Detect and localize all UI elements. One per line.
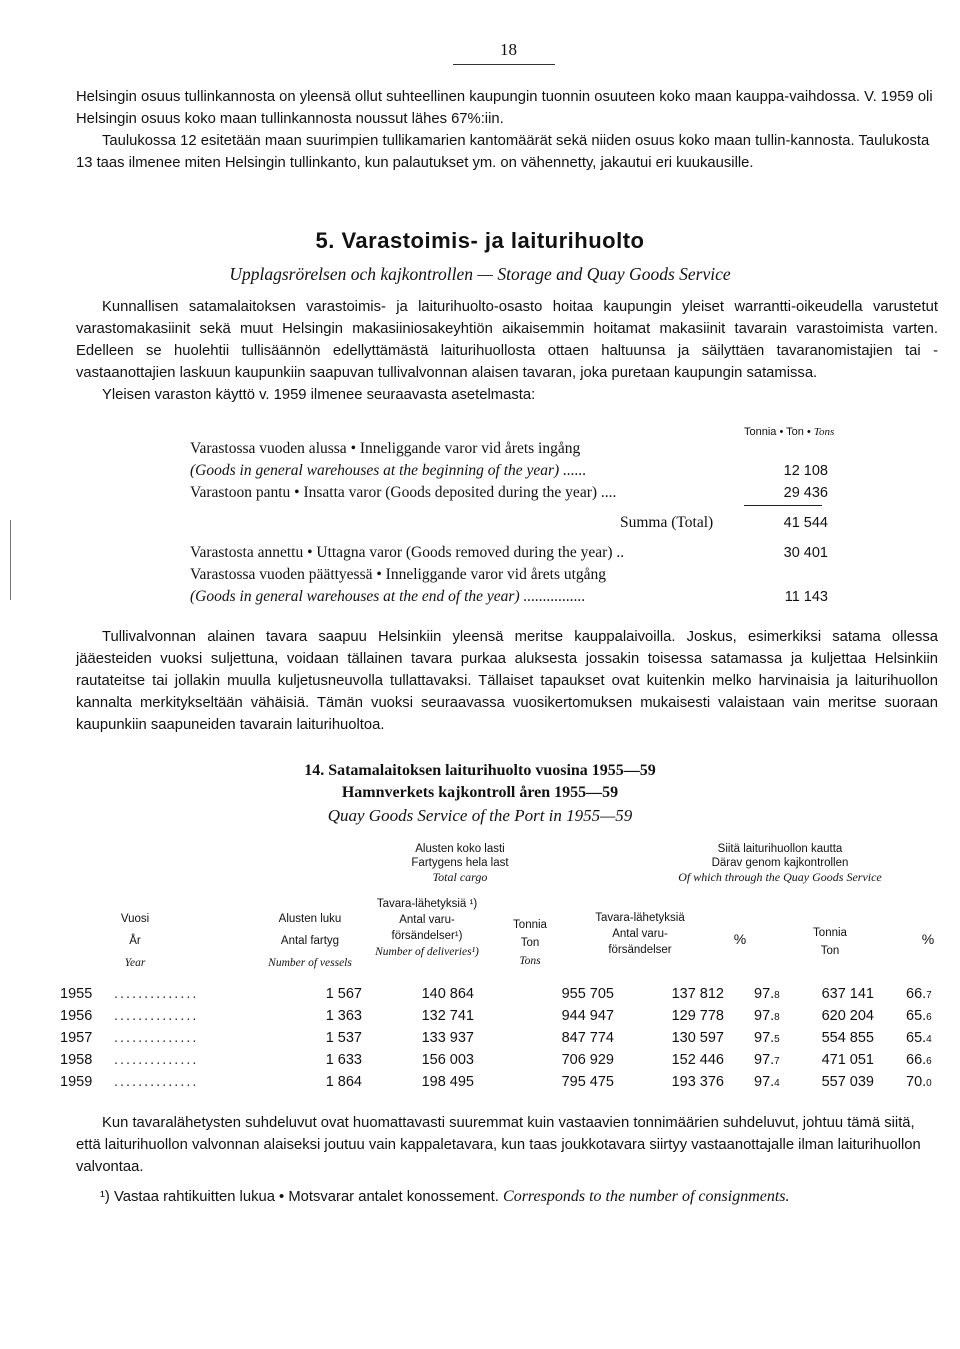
header-deliveries (372, 896, 482, 960)
header-line: Tons (519, 955, 541, 967)
section-title: 5. Varastoimis- ja laiturihuolto (315, 228, 645, 253)
percent-int: 97. (754, 986, 775, 1002)
leader-dots: .............. (114, 1052, 199, 1068)
header-line: Ton (820, 945, 840, 957)
statement-value: 30 401 (783, 545, 828, 561)
statement-row (190, 482, 830, 511)
leader-dots: .............. (114, 986, 199, 1002)
leader-dots: .............. (114, 1008, 199, 1024)
header-line: Total cargo (432, 870, 488, 884)
paragraph-customs-goods: Tullivalvonnan alainen tavara saapuu Helsinkiin yleensä meritse kauppalaivoilla. Joskus, esimerkiksi satama ollessa jääesteiden vuoksi suljettuna, voidaan tällainen tavara purkaa aluksesta jossakin toisessa satamassa ja kuljettaa Helsinkiin rautateitse tai jollakin muulla kuljetusneuvolla tullattavaksi. Tällaiset tapaukset ovat kuitenkin melko harvinaisia ja laiturihuollon kannalta merkitykseltään vähäisiä. Tämän vuoksi seuraavassa vuosikertomuksen mukaisesti valaistaan vain meritse suoraan kaupunkiin saapuneiden tavarain laiturihuoltoa. (76, 629, 938, 733)
cell-year: 1959 (60, 1074, 93, 1090)
header-line: Fartygens hela last (411, 857, 509, 869)
cell-tons-quay: 557 039 (821, 1074, 874, 1090)
footnote (100, 1188, 940, 1206)
cell-tons-quay: 471 051 (821, 1052, 874, 1068)
cell-percent-quay (906, 986, 932, 1002)
cell-deliveries: 132 741 (421, 1008, 474, 1024)
section-body (76, 296, 938, 406)
cell-percent (754, 1074, 780, 1090)
cell-percent (754, 1030, 780, 1046)
sum-rule (744, 505, 822, 506)
header-group-quay-service (610, 842, 950, 884)
leader-dots: .............. (114, 1030, 199, 1046)
footnote-text-en: Corresponds to the number of consignments. (503, 1188, 790, 1205)
cell-vessels: 1 864 (325, 1074, 362, 1090)
header-line: Siitä laiturihuollon kautta (717, 843, 843, 855)
statement-label: Varastossa vuoden alussa • Inneliggande varor vid årets ingång (190, 440, 581, 457)
cell-vessels: 1 363 (325, 1008, 362, 1024)
statement-label: Varastossa vuoden päättyessä • Inneliggande varor vid årets utgång (190, 566, 607, 583)
header-line: Tavara-lähetyksiä (595, 912, 685, 924)
leader-dots: .............. (114, 1074, 199, 1090)
header-line: Number of vessels (268, 957, 352, 969)
header-line: Number of deliveries¹) (375, 946, 479, 958)
cell-year: 1958 (60, 1052, 93, 1068)
section-subtitle: Upplagsrörelsen och kajkontrollen — Storage and Quay Goods Service (229, 264, 731, 284)
header-line: Därav genom kajkontrollen (711, 857, 849, 869)
percent-dec: 8 (774, 990, 780, 1001)
table-row (60, 1030, 940, 1052)
header-line: Year (124, 957, 146, 969)
cell-percent-quay (906, 1074, 932, 1090)
table-row (60, 986, 940, 1008)
header-line: Vuosi (120, 913, 150, 925)
cell-percent (754, 1052, 780, 1068)
page-number: 18 (500, 40, 517, 59)
table-number: 14. (304, 762, 325, 779)
header-year (100, 908, 170, 974)
cell-vessels: 1 567 (325, 986, 362, 1002)
cell-year: 1956 (60, 1008, 93, 1024)
intro-paragraph-1: Helsingin osuus tullinkannosta on yleensä ollut suhteellinen kaupungin tuonnin osuuteen koko maan kauppa-vaihdossa. V. 1959 oli Helsingin osuus koko maan tullinkannosta noussut lähes 67%:iin. (76, 89, 933, 127)
table-title-en: Quay Goods Service of the Port in 1955—59 (327, 806, 633, 825)
cell-tons-quay: 620 204 (821, 1008, 874, 1024)
percent-dec: 6 (926, 1012, 932, 1023)
percent-dec: 7 (774, 1056, 780, 1067)
cell-deliveries: 156 003 (421, 1052, 474, 1068)
cell-percent-quay (906, 1030, 932, 1046)
units-label-en: Tons (813, 426, 835, 438)
statement-label: (Goods in general warehouses at the end of the year) ................ (190, 588, 586, 605)
table-title-fi-text: Satamalaitoksen laiturihuolto vuosina 1955—59 (328, 762, 656, 779)
statement-units (744, 426, 834, 438)
percent-dec: 6 (926, 1056, 932, 1067)
cell-tons: 795 475 (561, 1074, 614, 1090)
statement-label: (Goods in general warehouses at the beginning of the year) ...... (190, 462, 587, 479)
cell-deliveries-quay: 129 778 (671, 1008, 724, 1024)
header-tons (490, 916, 570, 970)
cell-year: 1955 (60, 986, 93, 1002)
body-paragraph-1: Kunnallisen satamalaitoksen varastoimis- ja laiturihuolto-osasto hoitaa kaupungin yleiset warrantti-oikeudella varustetut varastomakasiinit sekä muut Helsingin makasiiniosakeyhtiön aikaisemmin hoitamat makasiinit tavarain varastoimista varten. Edelleen se huolehtii tullisäännön edellyttämästä laiturihuollosta ottaen haltuunsa ja säilyttäen tavaranomistajien tai -vastaanottajien laskuun kaupunkiin saapuvan tullivalvonnan alaisen tavaran, joka puretaan kaupungin satamissa. (76, 299, 938, 381)
percent-int: 97. (754, 1074, 775, 1090)
header-percent: % (733, 931, 747, 947)
cell-percent (754, 986, 780, 1002)
header-line: Tavara-lähetyksiä ¹) (376, 898, 478, 910)
header-rule (453, 64, 555, 65)
paragraph-conclusion: Kun tavaralähetysten suhdeluvut ovat huomattavasti suuremmat kuin vastaavien tonnimäärien suhdeluvut, johtuu tämä siitä, että laiturihuollon valvonnan alaiseksi joutuu vain kappaletavara, kun taas joukkotavara siirtyy vastaanottajalle ilman laiturihuollon valvontaa. (76, 1115, 921, 1175)
statement-label: Varastoon pantu • Insatta varor (Goods deposited during the year) .... (190, 484, 617, 501)
header-line: Alusten koko lasti (415, 843, 505, 855)
header-line: Antal varu-försändelser (608, 928, 672, 956)
cell-year: 1957 (60, 1030, 93, 1046)
percent-int: 65. (906, 1008, 927, 1024)
percent-int: 97. (754, 1008, 775, 1024)
header-line: Of which through the Quay Goods Service (678, 870, 882, 884)
header-vessels (250, 908, 370, 974)
statement-label: Varastosta annettu • Uttagna varor (Goods removed during the year) .. (190, 544, 625, 561)
body-paragraph-2: Yleisen varaston käyttö v. 1959 ilmenee seuraavasta asetelmasta: (102, 387, 536, 403)
header-percent-quay: % (921, 931, 935, 947)
percent-dec: 4 (774, 1078, 780, 1089)
header-line: Tonnia (813, 927, 847, 939)
percent-int: 70. (906, 1074, 927, 1090)
header-deliveries-quay (590, 910, 690, 958)
header-line: Antal varu-försändelser¹) (391, 914, 463, 942)
cell-deliveries: 140 864 (421, 986, 474, 1002)
header-group-total-cargo (340, 842, 580, 884)
statement-value: 11 143 (784, 589, 828, 605)
footnote-text: Vastaa rahtikuitten lukua • Motsvarar antalet konossement. (113, 1189, 499, 1205)
cell-deliveries-quay: 137 812 (671, 986, 724, 1002)
header-line: År (129, 935, 141, 947)
cell-percent-quay (906, 1052, 932, 1068)
intro-paragraph-2: Taulukossa 12 esitetään maan suurimpien tullikamarien kantomäärät sekä niiden osuus koko maan tullin-kannosta. Taulukosta 13 taas ilmenee miten Helsingin tullinkanto, kun palautukset ym. on vähennetty, jakautui eri kuukausille. (76, 133, 930, 171)
cell-tons: 955 705 (561, 986, 614, 1002)
statement-value: 41 544 (783, 515, 828, 531)
header-line: Tonnia (513, 919, 547, 931)
cell-percent (754, 1008, 780, 1024)
percent-dec: 7 (926, 990, 932, 1001)
cell-deliveries-quay: 193 376 (671, 1074, 724, 1090)
table-row (60, 1074, 940, 1096)
cell-deliveries-quay: 130 597 (671, 1030, 724, 1046)
cell-percent-quay (906, 1008, 932, 1024)
cell-tons: 944 947 (561, 1008, 614, 1024)
cell-deliveries: 198 495 (421, 1074, 474, 1090)
header-line: Antal fartyg (280, 935, 340, 947)
table-title-fi (0, 762, 960, 780)
table-row (60, 1052, 940, 1074)
percent-dec: 5 (774, 1034, 780, 1045)
statement-value: 12 108 (783, 463, 828, 479)
cell-vessels: 1 537 (325, 1030, 362, 1046)
statement-value: 29 436 (783, 485, 828, 501)
units-label: Tonnia • Ton • (744, 426, 811, 438)
intro-text (76, 86, 938, 174)
cell-tons: 706 929 (561, 1052, 614, 1068)
percent-dec: 4 (926, 1034, 932, 1045)
statement-row (190, 586, 830, 615)
footnote-mark: ¹) (100, 1189, 110, 1205)
cell-deliveries-quay: 152 446 (671, 1052, 724, 1068)
percent-int: 66. (906, 1052, 927, 1068)
table-title-sv: Hamnverkets kajkontroll åren 1955—59 (341, 784, 619, 801)
cell-deliveries: 133 937 (421, 1030, 474, 1046)
cell-tons: 847 774 (561, 1030, 614, 1046)
cell-vessels: 1 633 (325, 1052, 362, 1068)
header-line: Ton (520, 937, 540, 949)
cell-tons-quay: 637 141 (821, 986, 874, 1002)
percent-int: 66. (906, 986, 927, 1002)
percent-int: 65. (906, 1030, 927, 1046)
header-tons-quay (795, 924, 865, 960)
header-line: Alusten luku (278, 913, 342, 925)
margin-line (10, 520, 11, 600)
percent-dec: 8 (774, 1012, 780, 1023)
cell-tons-quay: 554 855 (821, 1030, 874, 1046)
table-row (60, 1008, 940, 1030)
percent-int: 97. (754, 1030, 775, 1046)
percent-dec: 0 (926, 1078, 932, 1089)
percent-int: 97. (754, 1052, 775, 1068)
statement-label: Summa (Total) (620, 514, 714, 531)
